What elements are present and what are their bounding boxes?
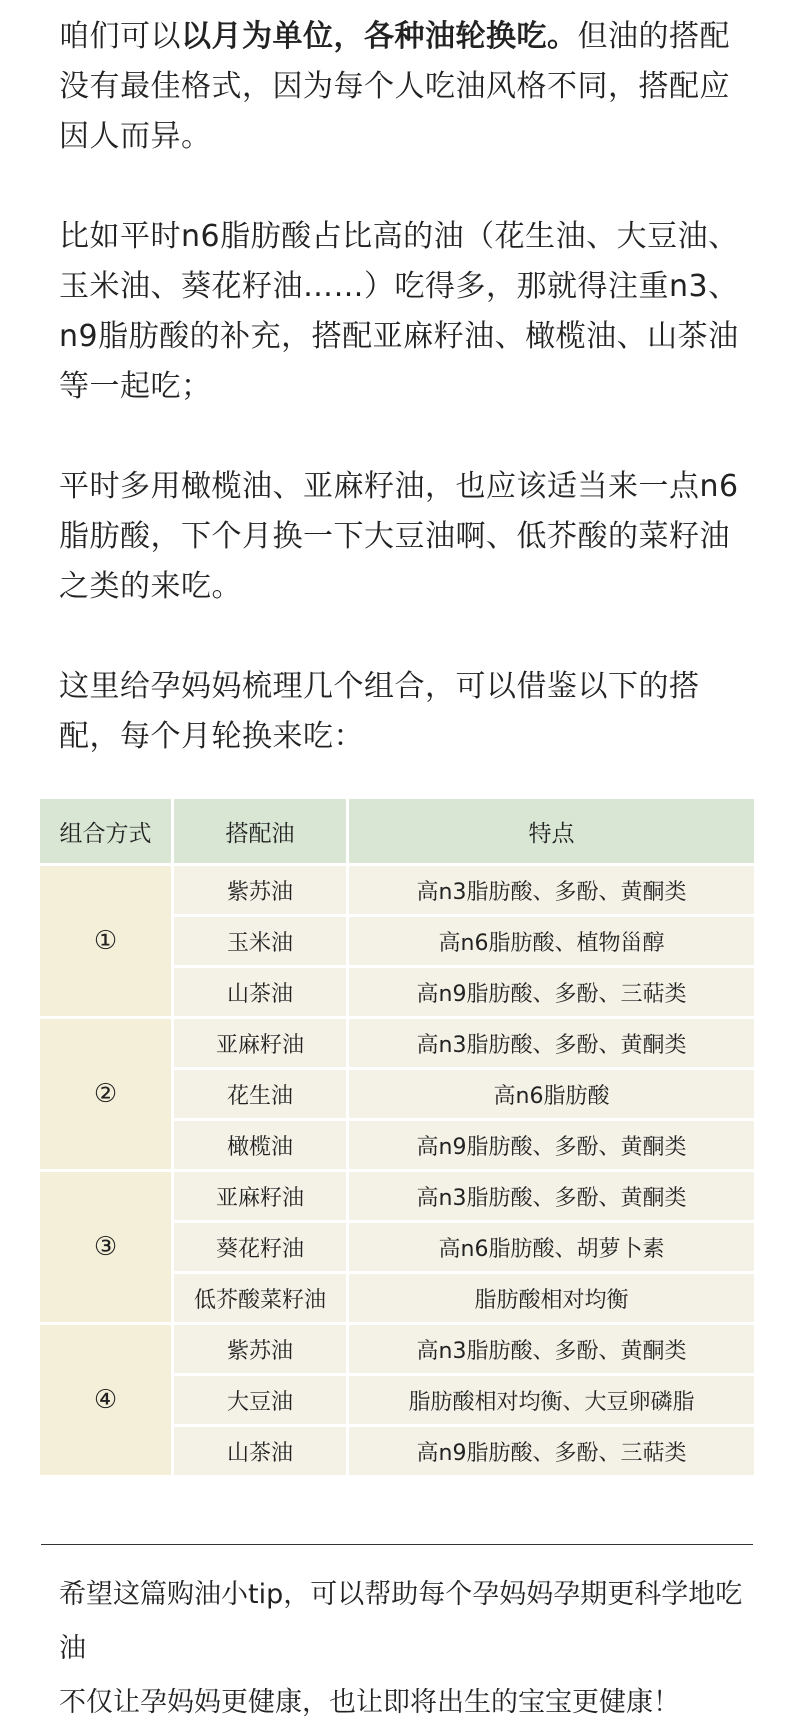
oil-combination-table (37, 796, 757, 1478)
header-combination: 组合方式 (40, 799, 171, 863)
oil-cell: 山茶油 (174, 968, 346, 1016)
feature-cell: 高n3脂肪酸、多酚、黄酮类 (349, 1172, 754, 1220)
table-row (40, 1325, 754, 1373)
closing-paragraph (59, 1568, 759, 1730)
oil-cell: 紫苏油 (174, 866, 346, 914)
intro-paragraph-4: 这里给孕妈妈梳理几个组合，可以借鉴以下的搭配，每个月轮换来吃： (59, 669, 700, 754)
oil-cell: 亚麻籽油 (174, 1019, 346, 1067)
feature-cell: 高n6脂肪酸、植物甾醇 (349, 917, 754, 965)
group-label: ① (40, 866, 171, 1016)
intro-paragraph-2: 比如平时n6脂肪酸占比高的油（花生油、大豆油、玉米油、葵花籽油……）吃得多，那就得注重n3、n9脂肪酸的补充，搭配亚麻籽油、橄榄油、山茶油等一起吃； (59, 219, 739, 404)
oil-cell: 花生油 (174, 1070, 346, 1118)
feature-cell: 脂肪酸相对均衡、大豆卵磷脂 (349, 1376, 754, 1424)
intro-paragraph-3: 平时多用橄榄油、亚麻籽油，也应该适当来一点n6脂肪酸，下个月换一下大豆油啊、低芥酸的菜籽油之类的来吃。 (59, 469, 739, 604)
feature-cell: 高n9脂肪酸、多酚、三萜类 (349, 968, 754, 1016)
feature-cell: 高n3脂肪酸、多酚、黄酮类 (349, 866, 754, 914)
feature-cell: 高n3脂肪酸、多酚、黄酮类 (349, 1325, 754, 1373)
header-feature: 特点 (349, 799, 754, 863)
group-label: ② (40, 1019, 171, 1169)
feature-cell: 高n6脂肪酸 (349, 1070, 754, 1118)
oil-cell: 低芥酸菜籽油 (174, 1274, 346, 1322)
oil-cell: 橄榄油 (174, 1121, 346, 1169)
feature-cell: 高n6脂肪酸、胡萝卜素 (349, 1223, 754, 1271)
feature-cell: 脂肪酸相对均衡 (349, 1274, 754, 1322)
table-row (40, 1172, 754, 1220)
oil-cell: 大豆油 (174, 1376, 346, 1424)
section-divider (41, 1544, 753, 1545)
table-row (40, 1019, 754, 1067)
oil-cell: 山茶油 (174, 1427, 346, 1475)
group-label: ④ (40, 1325, 171, 1475)
closing-line-2: 不仅让孕妈妈更健康，也让即将出生的宝宝更健康！ (59, 1687, 680, 1718)
table-row (40, 866, 754, 914)
intro-p1-start: 咱们可以 (59, 19, 181, 54)
intro-paragraph-1 (59, 12, 749, 162)
oil-cell: 葵花籽油 (174, 1223, 346, 1271)
oil-cell: 紫苏油 (174, 1325, 346, 1373)
oil-cell: 亚麻籽油 (174, 1172, 346, 1220)
closing-line-1: 希望这篇购油小tip，可以帮助每个孕妈妈孕期更科学地吃油 (59, 1579, 743, 1664)
intro-p1-end: 但油的搭配没有最佳格式，因为每个人吃油风格不同，搭配应因人而异。 (59, 19, 730, 154)
header-oil: 搭配油 (174, 799, 346, 863)
table-header-row (40, 799, 754, 863)
intro-p1-bold: 以月为单位，各种油轮换吃。 (181, 19, 578, 54)
feature-cell: 高n9脂肪酸、多酚、三萜类 (349, 1427, 754, 1475)
feature-cell: 高n9脂肪酸、多酚、黄酮类 (349, 1121, 754, 1169)
group-label: ③ (40, 1172, 171, 1322)
feature-cell: 高n3脂肪酸、多酚、黄酮类 (349, 1019, 754, 1067)
oil-cell: 玉米油 (174, 917, 346, 965)
